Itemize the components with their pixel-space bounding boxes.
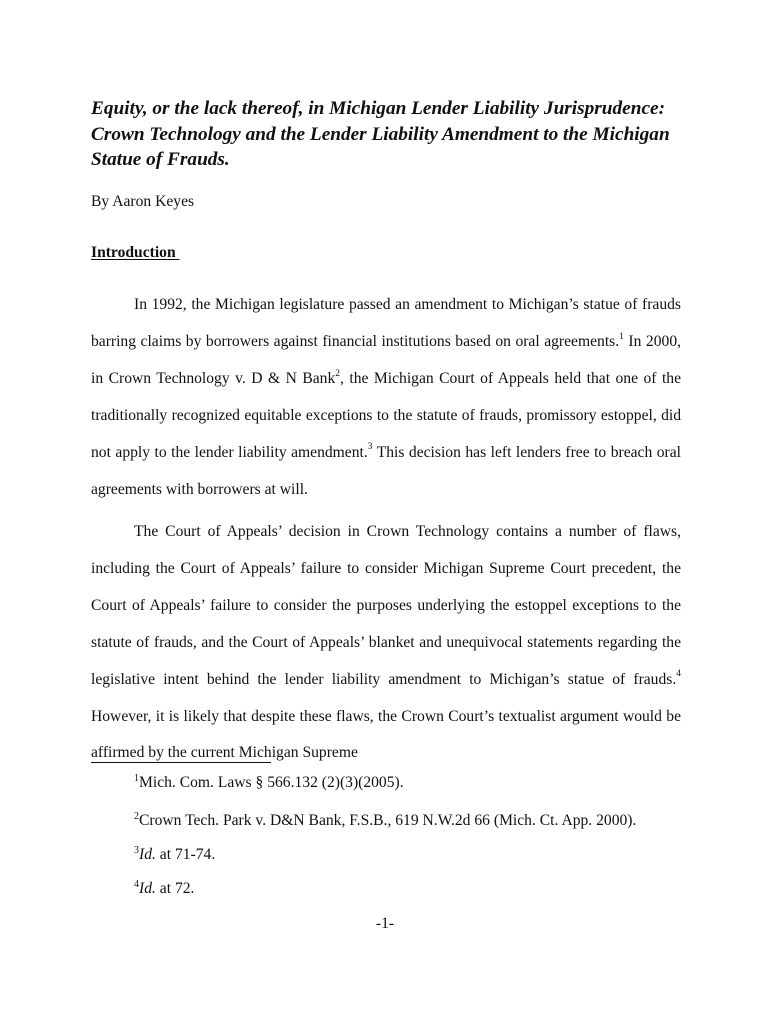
page-number: -1- — [375, 915, 395, 932]
paragraph-2 — [91, 514, 681, 772]
footnote-divider — [91, 762, 271, 763]
author-byline: By Aaron Keyes — [91, 193, 195, 210]
footnote-4 — [134, 880, 194, 898]
footnote-2-number: 2 — [134, 810, 139, 822]
footnote-3-number: 3 — [134, 844, 139, 856]
paragraph-1 — [91, 287, 681, 508]
paragraph-1-text-b: In 2000, in Crown Technology v. D & N Bank — [91, 332, 682, 387]
footnote-ref-2: 2 — [335, 368, 341, 379]
footnote-ref-1: 1 — [619, 331, 624, 342]
footnote-3 — [134, 846, 215, 864]
footnote-1-text: Mich. Com. Laws § 566.132 (2)(3)(2005). — [139, 774, 404, 791]
section-heading-introduction: Introduction — [91, 244, 180, 261]
footnote-1 — [134, 774, 404, 792]
footnote-ref-4: 4 — [676, 669, 681, 680]
footnote-2-text: Crown Tech. Park v. D&N Bank, F.S.B., 619 N.W.2d 66 (Mich. Ct. App. 2000). — [139, 812, 637, 829]
footnote-2 — [134, 812, 636, 830]
footnote-3-italic: Id. — [139, 846, 156, 863]
footnote-4-text: at 72. — [155, 880, 195, 897]
paragraph-2-text-b: However, it is likely that despite these flaws, the Crown Court’s textualist argument would be affirmed by the current Michigan Supreme — [91, 707, 681, 762]
document-title: Equity, or the lack thereof, in Michigan Lender Liability Jurisprudence: Crown Technology and the Lender Liability Amendment to the Michigan Statue of Frauds. — [91, 98, 670, 170]
footnote-3-text: at 71-74. — [155, 846, 216, 863]
paragraph-1-text-c: , the Michigan Court of Appeals held that one of the traditionally recognized equitable exceptions to the statute of frauds, promissory estoppel, did not apply to the lender liability amendment. — [91, 369, 681, 461]
paragraph-2-text-a: The Court of Appeals’ decision in Crown Technology contains a number of flaws, including the Court of Appeals’ failure to consider Michigan Supreme Court precedent, the Court of Appeals’ failure to consider the purposes underlying the estoppel exceptions to the statute of frauds, and the Court of Appeals’ blanket and unequivocal statements regarding the legislative intent behind the lender liability amendment to Michigan’s statue of frauds. — [91, 523, 681, 688]
paragraph-1-text-d: This decision has left lenders free to breach oral agreements with borrowers at will. — [91, 443, 681, 498]
footnote-1-number: 1 — [134, 772, 139, 784]
footnote-4-number: 4 — [134, 878, 139, 890]
footnote-ref-3: 3 — [367, 442, 373, 453]
footnote-4-italic: Id. — [139, 880, 156, 897]
paragraph-1-text-a: In 1992, the Michigan legislature passed an amendment to Michigan’s statue of frauds barring claims by borrowers against financial institutions based on oral agreements. — [91, 296, 681, 350]
